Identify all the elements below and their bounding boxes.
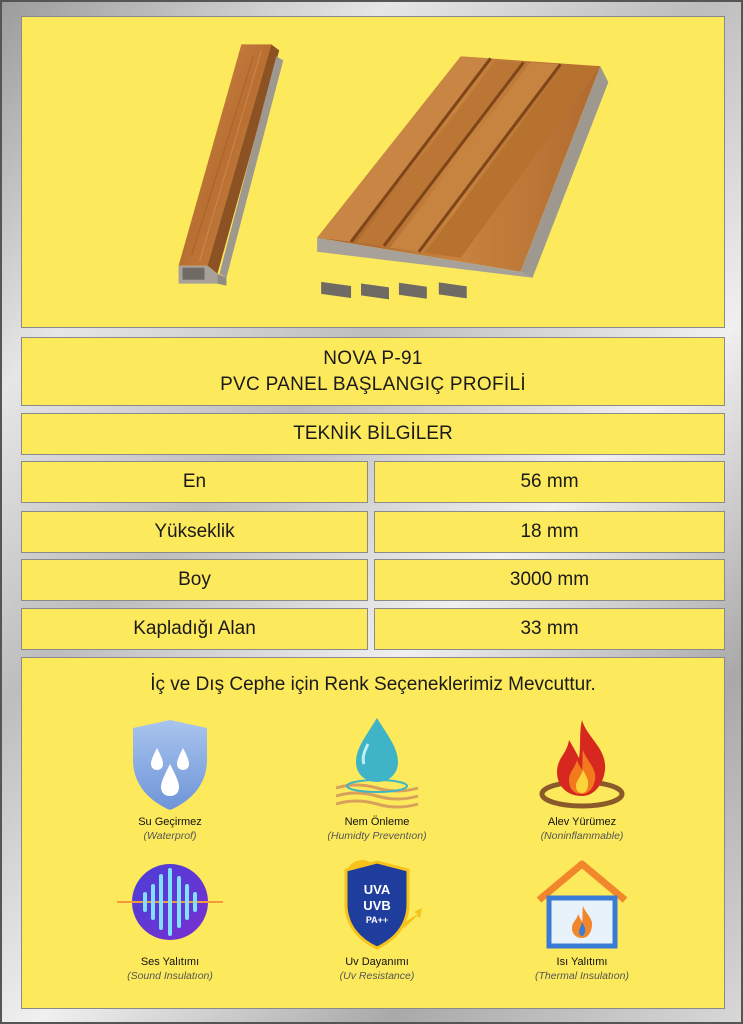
features-panel (21, 657, 725, 1009)
product-image (22, 16, 724, 328)
product-code: NOVA P-91 (323, 347, 423, 369)
feature-noninflammable (482, 714, 682, 842)
uv-badge-line1: UVA (363, 882, 391, 897)
feature-label: Isı Yalıtımı (556, 956, 608, 968)
uv-badge-line2: UVB (363, 898, 391, 913)
feature-label: Ses Yalıtımı (140, 956, 200, 968)
uv-shield-icon (322, 854, 432, 954)
specs-header: TEKNİK BİLGİLER (21, 413, 725, 455)
starter-profile (179, 44, 284, 285)
feature-thermal-insulation (482, 854, 682, 982)
feature-sound-insulation (70, 854, 270, 982)
feature-label: Nem Önleme (344, 816, 410, 828)
spec-value: 56 mm (374, 461, 725, 503)
spec-label: Yükseklik (21, 511, 368, 553)
flame-icon (527, 714, 637, 814)
uv-badge-line3: PA++ (365, 915, 389, 925)
feature-humidity (277, 714, 477, 842)
product-photo-panel (21, 16, 725, 328)
feature-sublabel: (Thermal Insulatıon) (535, 970, 629, 982)
spec-value: 33 mm (374, 608, 725, 650)
feature-sublabel: (Sound Insulatıon) (127, 970, 213, 982)
spec-label: Kapladığı Alan (21, 608, 368, 650)
feature-sublabel: (Waterprof) (143, 830, 197, 842)
feature-uv-resistance (277, 854, 477, 982)
sound-wave-icon (115, 854, 225, 954)
spec-value: 18 mm (374, 511, 725, 553)
product-title-panel (21, 337, 725, 406)
house-flame-icon (527, 854, 637, 954)
feature-sublabel: (Noninflammable) (540, 830, 624, 842)
spec-label: En (21, 461, 368, 503)
feature-label: Uv Dayanımı (345, 956, 409, 968)
humidity-drop-icon (322, 714, 432, 814)
feature-waterproof (70, 714, 270, 842)
spec-value: 3000 mm (374, 559, 725, 601)
features-headline: İç ve Dış Cephe için Renk Seçeneklerimiz Mevcuttur. (150, 674, 596, 695)
feature-label: Su Geçirmez (138, 816, 202, 828)
feature-label: Alev Yürümez (547, 816, 617, 828)
feature-sublabel: (Humidty Preventıon) (327, 830, 427, 842)
product-name: PVC PANEL BAŞLANGIÇ PROFİLİ (220, 373, 526, 395)
waterproof-shield-icon (115, 714, 225, 814)
wall-panel (317, 56, 608, 299)
feature-sublabel: (Uv Resistance) (339, 970, 415, 982)
spec-label: Boy (21, 559, 368, 601)
